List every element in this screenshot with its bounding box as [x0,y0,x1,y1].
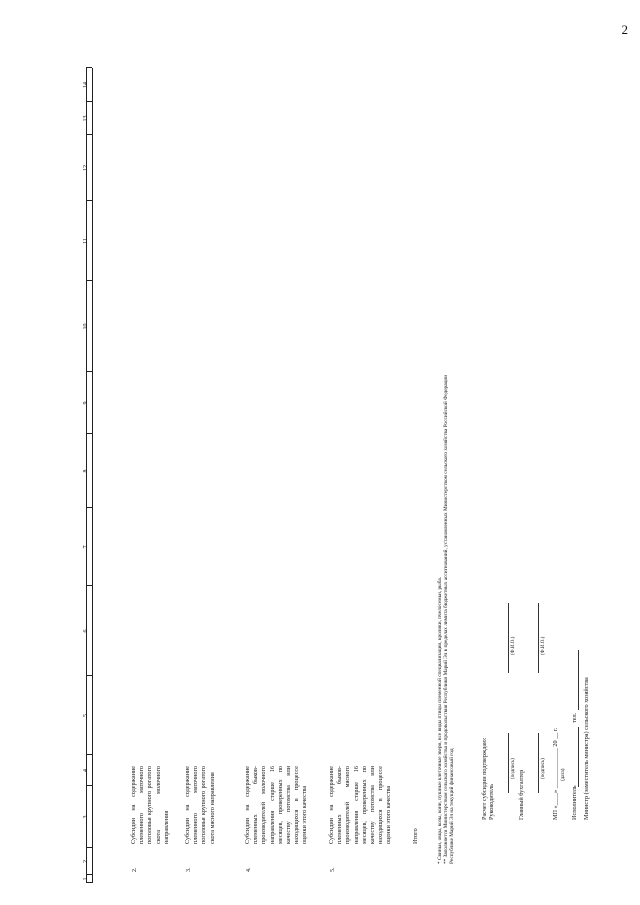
accountant-fio-line [538,603,539,673]
column-divider [86,675,92,676]
fio-caption: (Ф.И.О.) [541,636,546,655]
row-text: Субсидии на содержание племенных быков-производителей мясного направления старше 16 месяцев, проверенных по качеству потомства или находящихся в процессе оценки этого качества [328,766,393,844]
column-header: 2 [83,860,89,863]
column-header: 1 [83,877,89,881]
chief-accountant-label: Главный бухгалтер [518,769,525,820]
executor-line [578,727,579,787]
column-header: 4 [83,769,89,772]
column-header: 7 [83,545,89,549]
phone-line [578,650,579,710]
column-header: 6 [83,629,89,633]
fio-caption: (Ф.И.О.) [511,636,516,655]
column-header: 10 [83,323,89,330]
footnote-3: Республике Марий Эл на текущий финансовый год [449,748,455,864]
column-header: 3 [83,815,89,819]
row-number: 5. [330,867,336,872]
page-number: 2 [621,22,628,37]
column-divider [86,433,92,434]
column-divider [86,134,92,135]
footnote-1: * Свиньи, овцы, козы, кони, пушные клеточные звери, все виды птицы племенной специализации, кролики, пчелосемьи, рыба. [437,576,443,864]
executor-label: Исполнитель [571,785,578,820]
row-number: 4. [246,867,252,872]
row-number: 2. [132,867,138,872]
row-text: Субсидии на содержание племенного маточного поголовья крупного рогатого скота мясного направления [184,766,216,844]
date-caption: (дата) [561,768,566,781]
column-divider [86,585,92,586]
head-sign-line [508,733,509,793]
column-header: 12 [83,165,89,171]
column-divider [86,101,92,102]
column-divider [86,200,92,201]
sign-caption: (подпись) [541,758,546,779]
column-header: 5 [83,714,89,717]
column-header: 9 [83,401,89,405]
head-label: Руководитель [488,784,495,820]
column-divider [86,507,92,508]
footnote-2: ** Заполняется Министерством сельского хозяйства и продовольствия Республики Марий Эл в пределах лимита бюджетных ассигнований, установленных Министерством сельского хозяйства Российской Федерации [443,374,449,864]
column-header: 14 [83,82,89,88]
column-header: 8 [83,469,89,473]
column-header: 11 [83,238,89,244]
row-number: 3. [186,867,192,872]
minister-label: Министр (заместитель министра) сельского хозяйства [583,677,590,820]
header-bottom-border [92,68,93,883]
phone-label: тел. [571,712,578,723]
head-fio-line [508,603,509,673]
accountant-sign-line [538,733,539,793]
sign-caption: (подпись) [511,758,516,779]
total-label: Итого [412,828,419,844]
mp-date-line: МП «____» _____________ 20 __ г. [552,727,559,820]
column-divider [86,280,92,281]
row-text: Субсидии на содержание племенных быков-производителей молочного направления старше 16 месяцев, проверенных по качеству потомства или находящихся в процессе оценки этого качества [244,766,309,844]
column-divider [86,67,92,68]
column-header: 13 [83,115,89,122]
column-divider [86,371,92,372]
row-text: Субсидии на содержание племенного маточного поголовья крупного рогатого скота молочного направления [130,766,170,844]
confirm-text: Расчет субсидии подтверждаю: [481,737,488,820]
